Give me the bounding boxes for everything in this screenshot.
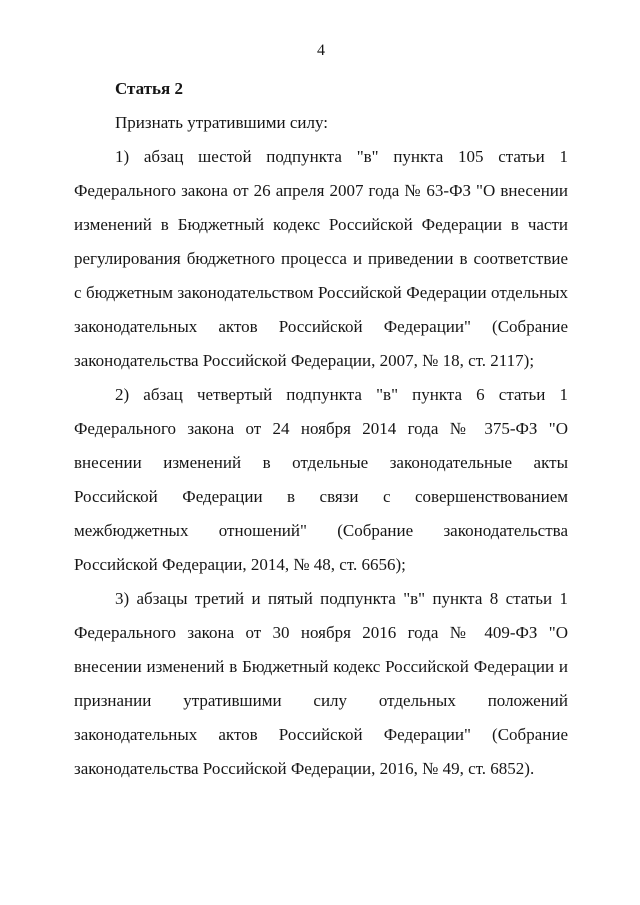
intro-paragraph: Признать утратившими силу: <box>115 113 328 132</box>
clause-paragraph-1: 1) абзац шестой подпункта "в" пункта 105 статьи 1 Федерального закона от 26 апреля 2007 года № 63-ФЗ "О внесении изменений в Бюджетный кодекс Российской Федерации в части регулирования бюджетного процесса и приведении в соответствие с бюджетным законодательством Российской Федерации отдельных законодательных актов Российской Федерации" (Собрание законодательства Российской Федерации, 2007, № 18, ст. 2117); <box>74 147 568 370</box>
clause-paragraph-3: 3) абзацы третий и пятый подпункта "в" пункта 8 статьи 1 Федерального закона от 30 ноября 2016 года № 409-ФЗ "О внесении изменений в Бюджетный кодекс Российской Федерации и признании утратившими силу отдельных положений законодательных актов Российской Федерации" (Собрание законодательства Российской Федерации, 2016, № 49, ст. 6852). <box>74 589 568 778</box>
clause-paragraph-2: 2) абзац четвертый подпункта "в" пункта 6 статьи 1 Федерального закона от 24 ноября 2014 года № 375-ФЗ "О внесении изменений в отдельные законодательные акты Российской Федерации в связи с совершенствованием межбюджетных отношений" (Собрание законодательства Российской Федерации, 2014, № 48, ст. 6656); <box>74 385 568 574</box>
document-content <box>74 72 568 786</box>
article-heading: Статья 2 <box>115 79 183 98</box>
page-number: 4 <box>317 42 325 59</box>
